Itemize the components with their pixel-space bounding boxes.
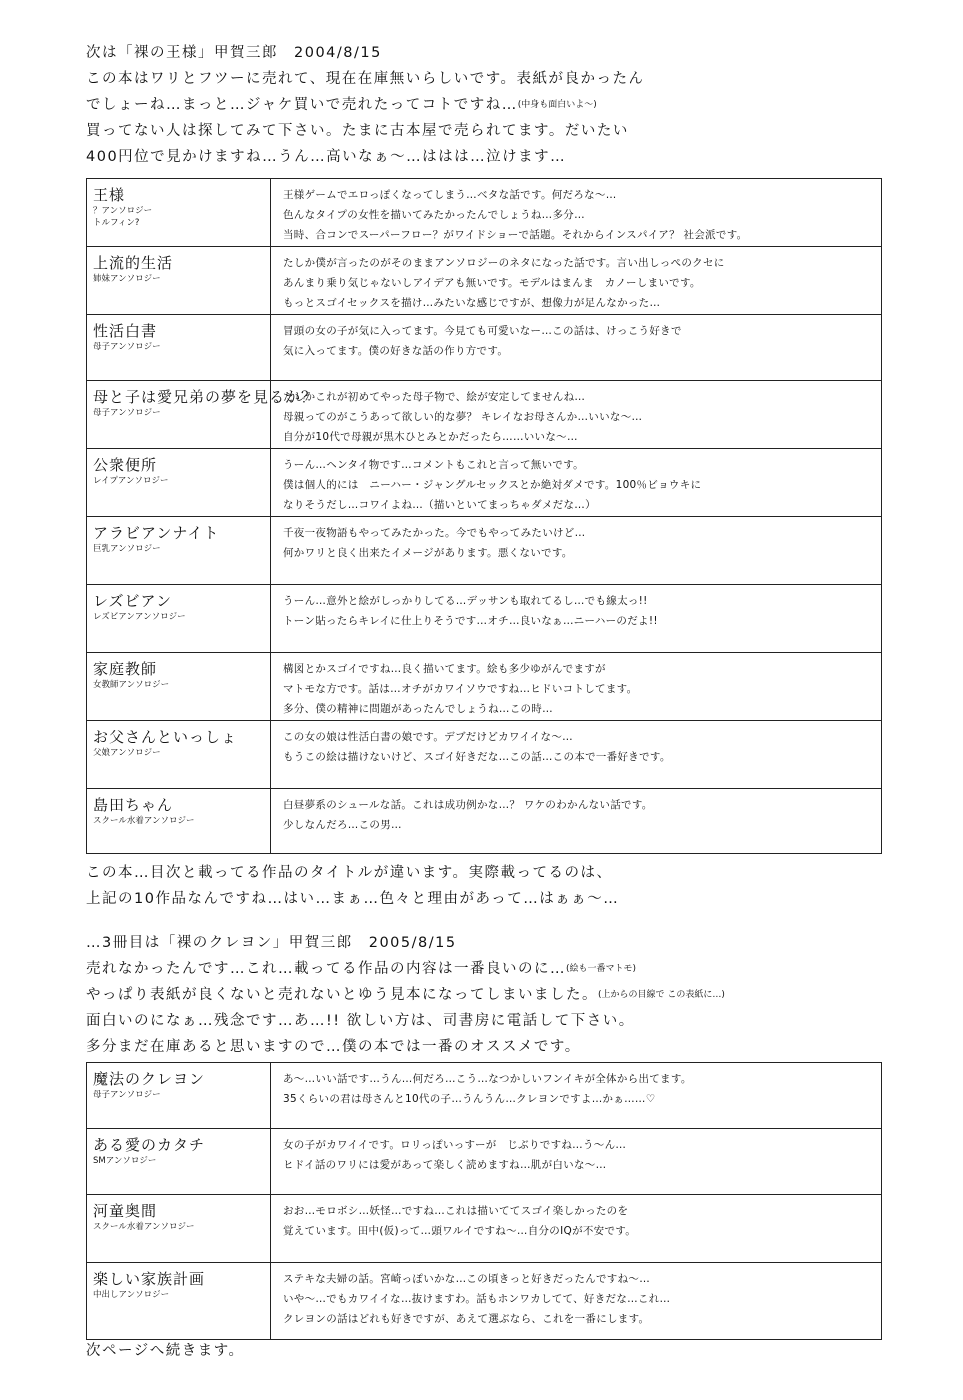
- work-title: 公衆便所: [93, 456, 158, 474]
- work-title: 家庭教師: [93, 660, 158, 678]
- comment-line: この女の娘は性活白書の娘です。デブだけどカワイイな〜…: [283, 731, 573, 743]
- middle-paragraph: [86, 860, 886, 912]
- work-title-cell: [87, 653, 271, 720]
- works-table-1: [86, 178, 882, 854]
- work-comment-cell: [271, 1195, 881, 1262]
- third-line: 面白いのになぁ…残念です…あ…!! 欲しい方は、司書房に電話して下さい。: [86, 1013, 635, 1029]
- comment-line: 冒頭の女の子が気に入ってます。今見ても可愛いなー…この話は、けっこう好きで: [283, 325, 682, 337]
- comment-line: もっとスゴイセックスを描け…みたいな感じですが、想像力が足んなかった…: [283, 297, 661, 309]
- comment-line: ヒドイ話のワリには愛があって楽しく読めますね…肌が白いな〜…: [283, 1159, 607, 1171]
- table-row: [87, 1195, 881, 1263]
- work-title-cell: [87, 721, 271, 788]
- intro-line: 次は「裸の王様」甲賀三郎 2004/8/15: [86, 45, 382, 61]
- table-row: [87, 315, 881, 381]
- intro-line-text: でしょーね…まっと…ジャケ買いで売れたってコトですね…: [86, 97, 518, 113]
- anthology-label: 巨乳アンソロジー: [93, 544, 161, 554]
- comment-line: 当時、合コンでスーパーフロー？がワイドショーで話題。それからインスパイア？ 社会派です。: [283, 229, 748, 241]
- third-line: [86, 982, 886, 1008]
- intro-line: この本はワリとフツーに売れて、現在在庫無いらしいです。表紙が良かったん: [86, 71, 645, 87]
- work-title: 島田ちゃん: [93, 796, 174, 814]
- comment-line: たしかこれが初めてやった母子物で、絵が安定してませんね…: [283, 391, 586, 403]
- comment-line: 色んなタイプの女性を描いてみたかったんでしょうね…多分…: [283, 209, 585, 221]
- comment-line: たしか僕が言ったのがそのままアンソロジーのネタになった話です。言い出しっぺのクセに: [283, 257, 725, 269]
- comment-line: 多分、僕の精神に問題があったんでしょうね…この時…: [283, 703, 553, 715]
- work-comment-cell: [271, 381, 881, 448]
- table-row: [87, 1263, 881, 1339]
- comment-line: いや〜…でもカワイイな…抜けますわ。話もホンワカしてて、好きだな…これ…: [283, 1293, 671, 1305]
- anthology-label: 女教師アンソロジー: [93, 680, 170, 690]
- table-row: [87, 449, 881, 517]
- footer: [86, 1338, 886, 1364]
- work-title: レズビアン: [93, 592, 172, 610]
- work-title: アラビアンナイト: [93, 524, 220, 542]
- comment-line: 自分が10代で母親が黒木ひとみとかだったら……いいな〜…: [283, 431, 578, 443]
- work-comment-cell: [271, 247, 881, 314]
- intro-line: [86, 92, 886, 118]
- footer-continued-text: 次ページへ続きます。: [86, 1343, 245, 1359]
- comment-line: もうこの絵は描けないけど、スゴイ好きだな…この話…この本で一番好きです。: [283, 751, 671, 763]
- anthology-label: レズビアンアンソロジー: [93, 612, 186, 622]
- comment-line: 千夜一夜物語もやってみたかった。今でもやってみたいけど…: [283, 527, 586, 539]
- work-title-cell: [87, 315, 271, 380]
- anthology-label: 母子アンソロジー: [93, 342, 161, 352]
- intro-line: 買ってない人は探してみて下さい。たまに古本屋で売られてます。だいたい: [86, 123, 629, 139]
- third-line: 多分まだ在庫あると思いますので…僕の本では一番のオススメです。: [86, 1039, 581, 1055]
- work-title-cell: [87, 517, 271, 584]
- work-title: 上流的生活: [93, 254, 174, 272]
- anthology-label: スクール水着アンソロジー: [93, 816, 195, 826]
- work-title-cell: [87, 789, 271, 853]
- work-title: ある愛のカタチ: [93, 1136, 206, 1154]
- comment-line: おお…モロボシ…妖怪…ですね…これは描いててスゴイ楽しかったのを: [283, 1205, 629, 1217]
- work-title-cell: [87, 381, 318, 448]
- anthology-label: ？アンソロジー トルフィン?: [93, 206, 153, 228]
- table-row: [87, 721, 881, 789]
- comment-line: あ〜…いい話です…うん…何だろ…こう…なつかしいフンイキが全体から出てます。: [283, 1073, 692, 1085]
- comment-line: うーん…意外と絵がしっかりしてる…デッサンも取れてるし…でも線太っ!!: [283, 595, 648, 607]
- intro-aside-note: (中身も面白いよ〜): [517, 100, 597, 110]
- comment-line: 白昼夢系のシュールな話。これは成功例かな…？ ワケのわかんない話です。: [283, 799, 653, 811]
- comment-line: なりそうだし…コワイよね…（描いといてまっちゃダメだな…）: [283, 499, 596, 511]
- table-row: [87, 381, 881, 449]
- comment-line: あんまり乗り気じゃないしアイデアも無いです。モデルはまんま カノーしまいです。: [283, 277, 701, 289]
- work-comment-cell: [271, 653, 881, 720]
- table-row: [87, 585, 881, 653]
- anthology-label: レイプアンソロジー: [93, 476, 169, 486]
- third-book-paragraph: [86, 930, 886, 1060]
- intro-line: 400円位で見かけますね…うん…高いなぁ〜…ははは…泣けます…: [86, 149, 567, 165]
- comment-line: 35くらいの君は母さんと10代の子…うんうん…クレヨンですよ…かぁ……♡: [283, 1093, 656, 1105]
- comment-line: 少しなんだろ…この男…: [283, 819, 402, 831]
- anthology-label: SMアンソロジー: [93, 1156, 157, 1166]
- middle-line: この本…目次と載ってる作品のタイトルが違います。実際載ってるのは、: [86, 865, 613, 881]
- comment-line: 何かワリと良く出来たイメージがあります。悪くないです。: [283, 547, 573, 559]
- table-row: [87, 789, 881, 853]
- third-aside-note: (上からの目線で この表紙に…): [598, 990, 725, 1000]
- work-comment-cell: [271, 1063, 881, 1128]
- comment-line: クレヨンの話はどれも好きですが、あえて選ぶなら、これを一番にします。: [283, 1313, 650, 1325]
- third-aside-note: (絵も一番マトモ): [566, 964, 637, 974]
- work-comment-cell: [271, 1129, 881, 1194]
- table-row: [87, 653, 881, 721]
- work-comment-cell: [271, 585, 881, 652]
- comment-line: トーン貼ったらキレイに仕上りそうです…オチ…良いなぁ…ニーハーのだよ!!: [283, 615, 658, 627]
- third-line: …3冊目は「裸のクレヨン」甲賀三郎 2005/8/15: [86, 935, 457, 951]
- table-row: [87, 1063, 881, 1129]
- work-title: 河童奥間: [93, 1202, 158, 1220]
- comment-line: 王様ゲームでエロっぽくなってしまう…ベタな話です。何だろな〜…: [283, 189, 617, 201]
- middle-line: 上記の10作品なんですね…はい…まぁ…色々と理由があって…はぁぁ〜…: [86, 891, 620, 907]
- comment-line: 気に入ってます。僕の好きな話の作り方です。: [283, 345, 509, 357]
- work-title: 性活白書: [93, 322, 158, 340]
- work-comment-cell: [271, 315, 881, 380]
- work-comment-cell: [271, 721, 881, 788]
- anthology-label: 姉妹アンソロジー: [93, 274, 161, 284]
- work-comment-cell: [271, 517, 881, 584]
- anthology-label: 父娘アンソロジー: [93, 748, 161, 758]
- anthology-label: 母子アンソロジー: [93, 1090, 161, 1100]
- work-title: 母と子は愛兄弟の夢を見るか？: [93, 388, 318, 406]
- table-row: [87, 517, 881, 585]
- work-title-cell: [87, 1263, 271, 1339]
- work-title-cell: [87, 1195, 271, 1262]
- work-comment-cell: [271, 179, 881, 246]
- work-title-cell: [87, 247, 271, 314]
- comment-line: うーん…ヘンタイ物です…コメントもこれと言って無いです。: [283, 459, 584, 471]
- work-title: 王様: [93, 186, 126, 204]
- comment-line: マトモな方です。話は…オチがカワイソウですね…ヒドいコトしてます。: [283, 683, 638, 695]
- work-title: 楽しい家族計画: [93, 1270, 206, 1288]
- work-title-cell: [87, 585, 271, 652]
- anthology-label: 母子アンソロジー: [93, 408, 161, 418]
- third-line-text: やっぱり表紙が良くないと売れないとゆう見本になってしまいました。: [86, 987, 598, 1003]
- work-comment-cell: [271, 449, 881, 516]
- work-comment-cell: [271, 789, 881, 853]
- table-row: [87, 247, 881, 315]
- intro-paragraph: [86, 40, 886, 170]
- comment-line: 女の子がカワイイです。ロリっぽいっすーが じぶりですね…う〜ん…: [283, 1139, 627, 1151]
- work-title-cell: [87, 179, 271, 246]
- comment-line: 母親ってのがこうあって欲しい的な夢？ キレイなお母さんか…いいな〜…: [283, 411, 643, 423]
- works-table-2: [86, 1062, 882, 1340]
- comment-line: 覚えています。田中(仮)って…頭ワルイですね〜…自分のIQが不安です。: [283, 1225, 637, 1237]
- anthology-label: 中出しアンソロジー: [93, 1290, 170, 1300]
- work-title-cell: [87, 449, 271, 516]
- third-line-text: 売れなかったんです…これ…載ってる作品の内容は一番良いのに…: [86, 961, 566, 977]
- work-comment-cell: [271, 1263, 881, 1339]
- work-title: 魔法のクレヨン: [93, 1070, 206, 1088]
- work-title-cell: [87, 1129, 271, 1194]
- comment-line: 僕は個人的には ニーハー・ジャングルセックスとか絶対ダメです。100％ビョウキに: [283, 479, 702, 491]
- third-line: [86, 956, 886, 982]
- table-row: [87, 1129, 881, 1195]
- comment-line: 構図とかスゴイですね…良く描いてます。絵も多少ゆがんでますが: [283, 663, 606, 675]
- work-title-cell: [87, 1063, 271, 1128]
- anthology-label: スクール水着アンソロジー: [93, 1222, 195, 1232]
- comment-line: ステキな夫婦の話。宮崎っぽいかな…この頃きっと好きだったんですね〜…: [283, 1273, 650, 1285]
- work-title: お父さんといっしょ: [93, 728, 238, 746]
- table-row: [87, 179, 881, 247]
